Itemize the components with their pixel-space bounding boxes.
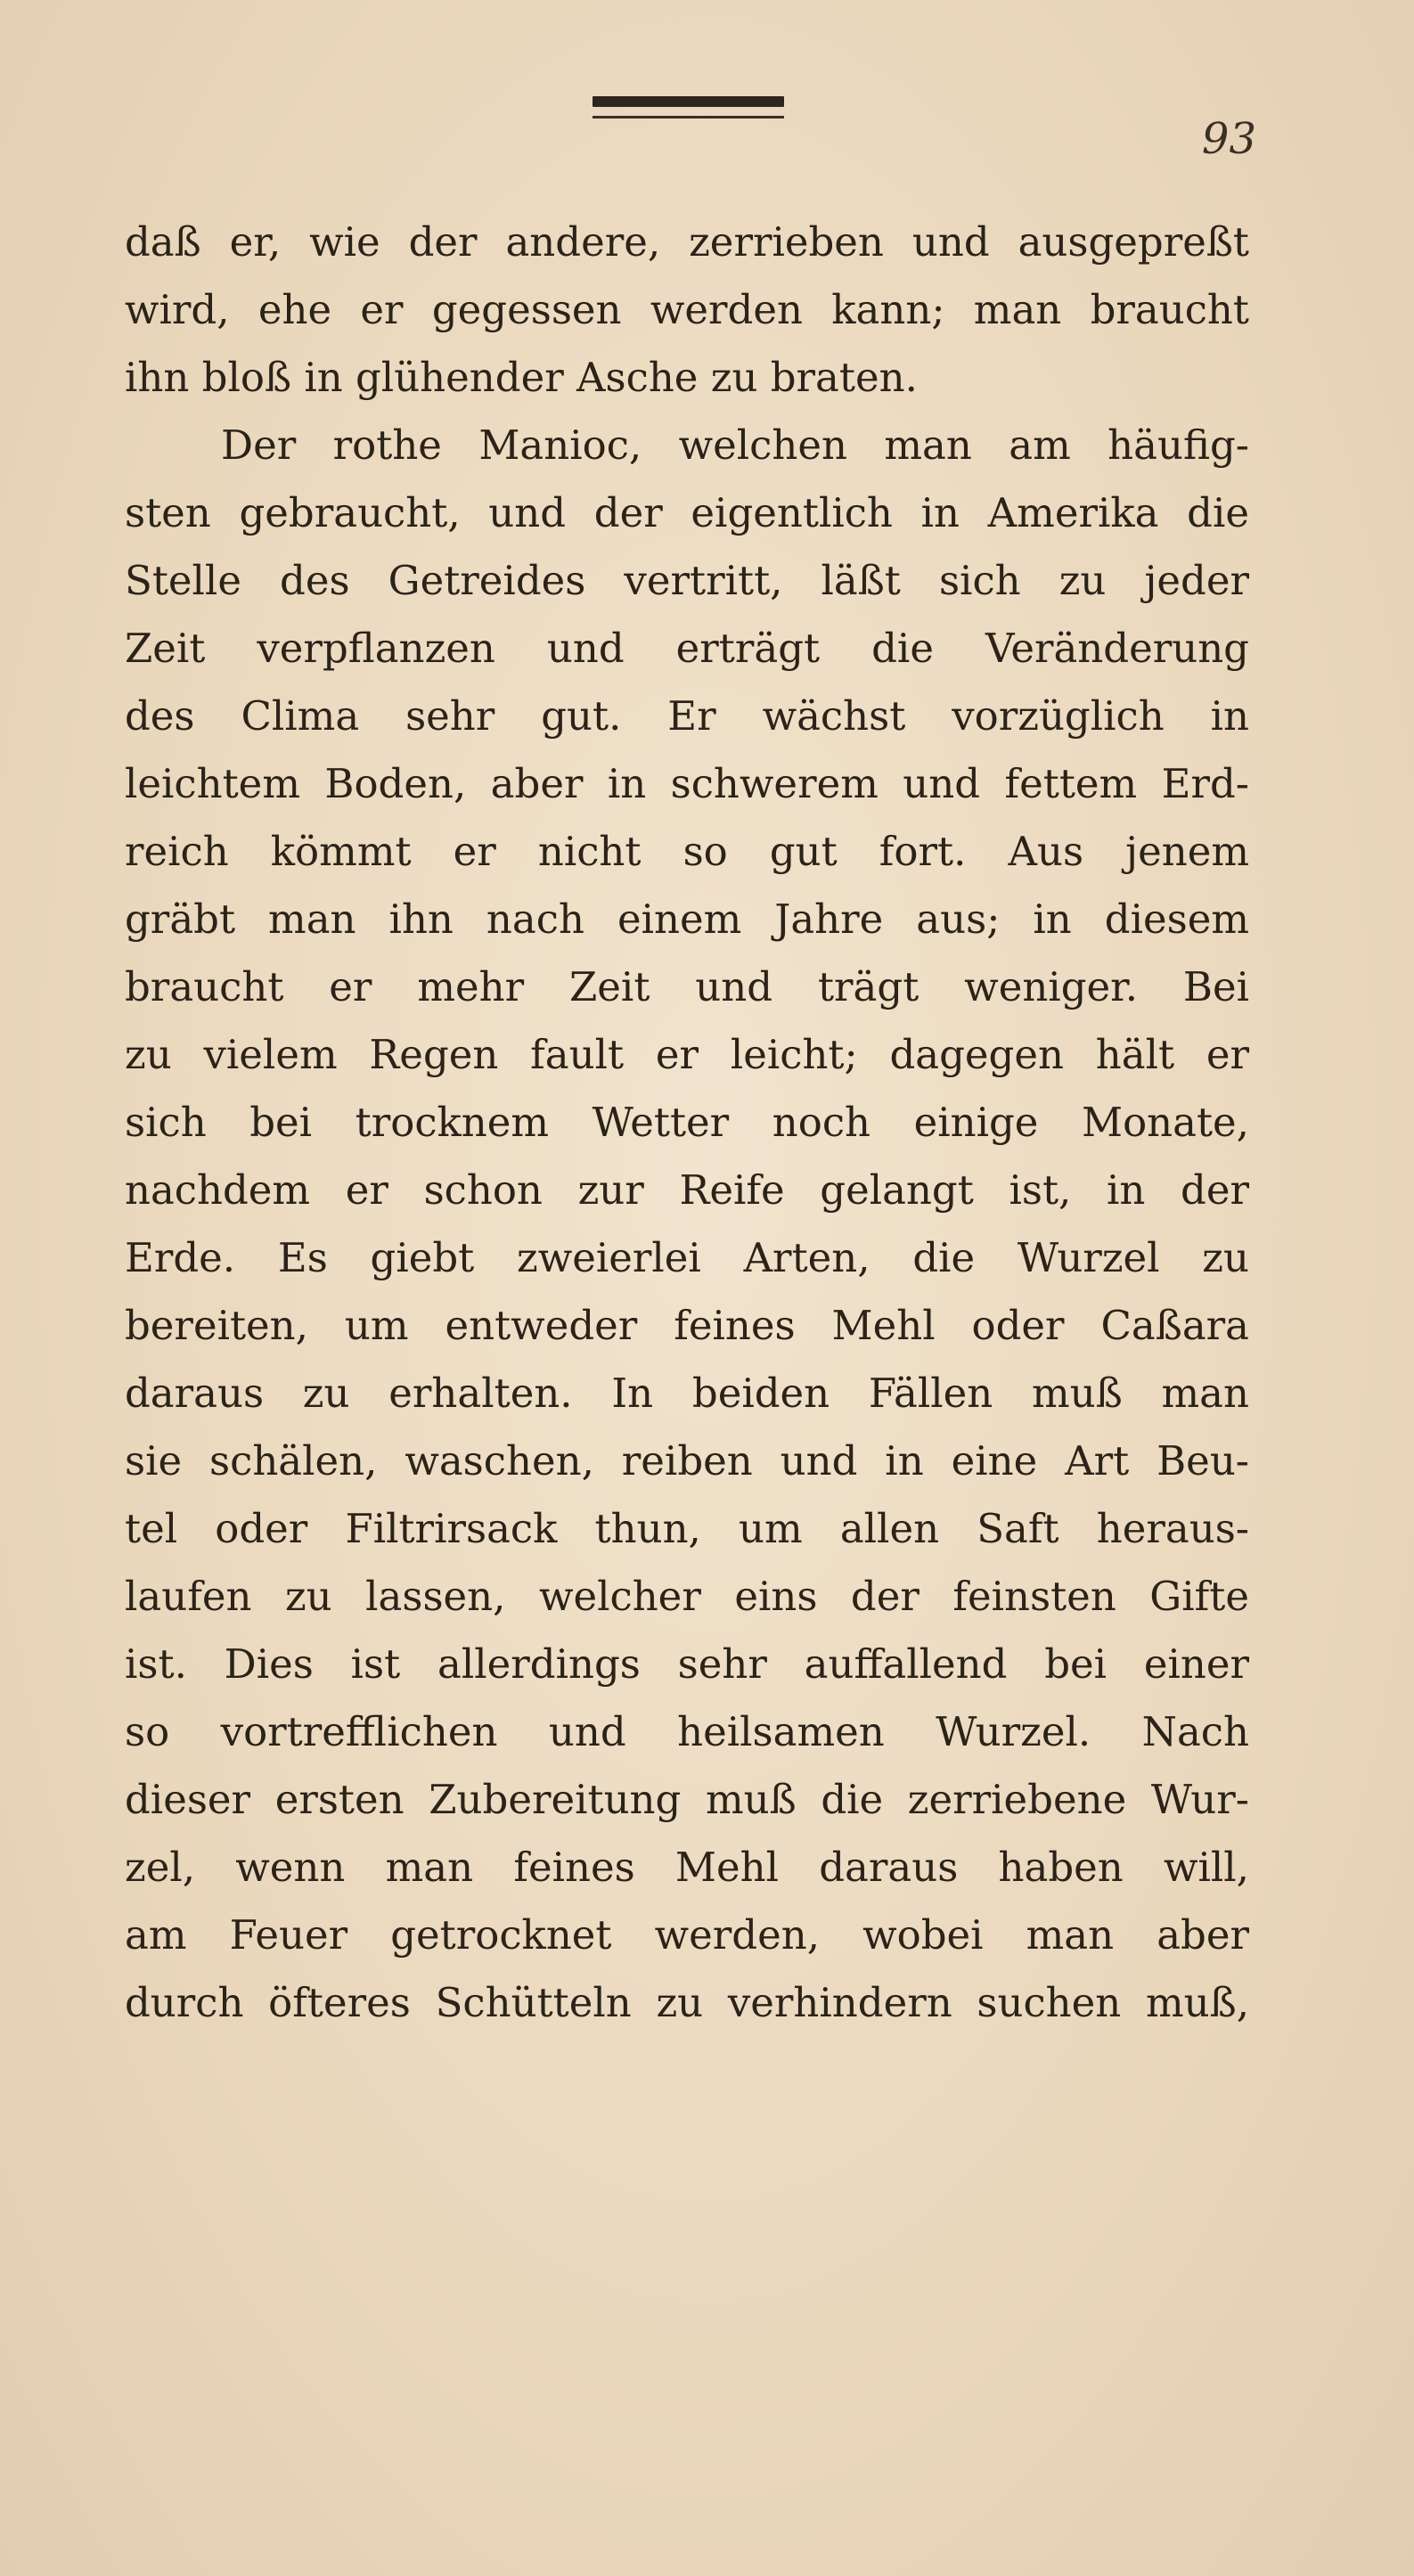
text-line: bereiten, um entweder feines Mehl oder Caßara — [125, 1302, 1249, 1349]
page-number: 93 — [1201, 114, 1256, 164]
text-line: Stelle des Getreides vertritt, läßt sich zu jeder — [125, 557, 1249, 604]
text-line: leichtem Boden, aber in schwerem und fettem Erd- — [125, 760, 1249, 807]
header-rule-thin — [593, 116, 784, 119]
text-line: sten gebraucht, und der eigentlich in Amerika die — [125, 489, 1249, 536]
text-line: so vortrefflichen und heilsamen Wurzel. Nach — [125, 1708, 1249, 1755]
text-line: reich kömmt er nicht so gut fort. Aus jenem — [125, 828, 1249, 875]
text-line: Erde. Es giebt zweierlei Arten, die Wurzel zu — [125, 1234, 1249, 1281]
text-line: durch öfteres Schütteln zu verhindern suchen muß, — [125, 1979, 1249, 2026]
header-rule-thick — [593, 96, 784, 107]
text-line: nachdem er schon zur Reife gelangt ist, in der — [125, 1166, 1249, 1214]
text-line: zel, wenn man feines Mehl daraus haben will, — [125, 1844, 1249, 1891]
text-line: am Feuer getrocknet werden, wobei man aber — [125, 1911, 1249, 1959]
text-line: Zeit verpflanzen und erträgt die Veränderung — [125, 625, 1249, 672]
text-line: laufen zu lassen, welcher eins der feinsten Gifte — [125, 1573, 1249, 1620]
text-line: sich bei trocknem Wetter noch einige Monate, — [125, 1099, 1249, 1146]
text-line: braucht er mehr Zeit und trägt weniger. Bei — [125, 963, 1249, 1010]
text-line: gräbt man ihn nach einem Jahre aus; in diesem — [125, 895, 1249, 943]
text-line: ihn bloß in glühender Asche zu braten. — [125, 354, 918, 401]
text-line: dieser ersten Zubereitung muß die zerriebene Wur- — [125, 1776, 1249, 1823]
text-line: daß er, wie der andere, zerrieben und ausgepreßt — [125, 218, 1249, 266]
text-line: tel oder Filtrirsack thun, um allen Saft heraus- — [125, 1505, 1249, 1552]
text-line: wird, ehe er gegessen werden kann; man braucht — [125, 286, 1249, 333]
text-line: daraus zu erhalten. In beiden Fällen muß man — [125, 1370, 1249, 1417]
text-line: Der rothe Manioc, welchen man am häufig- — [221, 421, 1249, 469]
text-line: sie schälen, waschen, reiben und in eine Art Beu- — [125, 1437, 1249, 1484]
header-rule-ornament — [593, 96, 784, 121]
text-line: ist. Dies ist allerdings sehr auffallend bei einer — [125, 1640, 1249, 1688]
text-line: zu vielem Regen fault er leicht; dagegen hält er — [125, 1031, 1249, 1078]
text-line: des Clima sehr gut. Er wächst vorzüglich in — [125, 692, 1249, 740]
body-text — [125, 209, 1249, 2037]
